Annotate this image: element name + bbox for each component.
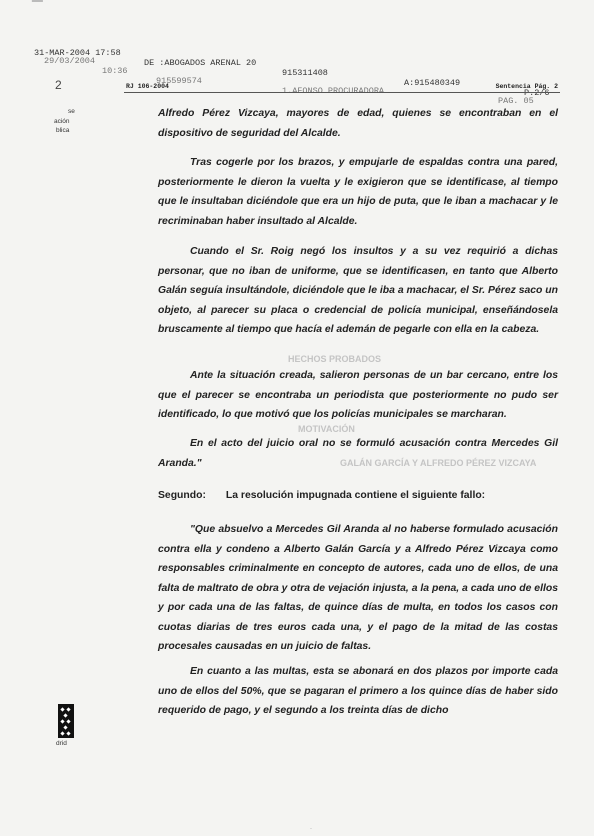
fax-page: P.2/6	[524, 88, 550, 98]
header-rule	[124, 92, 560, 93]
footer-mark: ·	[310, 826, 312, 832]
paragraph-3	[158, 242, 558, 340]
bleed-through-1: HECHOS PROBADOS	[288, 354, 382, 364]
margin-text-3: blica	[56, 127, 70, 134]
madrid-star-logo	[58, 704, 74, 738]
paragraph-5	[158, 434, 558, 473]
case-reference: RJ 106-2004	[126, 83, 169, 90]
page-label: Sentencia Pág. 2	[495, 83, 558, 90]
paragraph-4-text: Ante la situación creada, salieron personas de un bar cercano, entre los que el parecer se encontraba un periodista que posteriormente no pudo ser identificado, lo que motivó que los policías municipales se marcharan.	[158, 370, 558, 420]
fax2-page: PAG. 05	[498, 96, 534, 106]
paragraph-5-text: En el acto del juicio oral no se formuló acusación contra Mercedes Gil Aranda."	[158, 438, 558, 469]
paragraph-6-text: "Que absuelvo a Mercedes Gil Aranda al no haberse formulado acusación contra ella y condeno a Alberto Galán García y a Alfredo Pérez Vizcaya como responsables criminalmente en concepto de autores, cada uno de ellos, de una falta de maltrato de obra y otra de vejación injusta, a la pena, a cada uno de ellos y por cada una de las faltas, de quince días de multa, en todos los casos con cuotas diarias de tres euros cada una, y el pago de la mitad de las costas procesales causadas en un juicio de faltas.	[158, 524, 558, 652]
paragraph-2-text: Tras cogerle por los brazos, y empujarle de espaldas contra una pared, posteriormente le dieron la vuelta y le exigieron que se identificase, al tiempo que le insultaban diciéndole que era un hijo de puta, que le iban a machacar y le recriminaban haber insultado al Alcalde.	[158, 157, 558, 227]
section-segundo	[158, 486, 558, 506]
paragraph-7	[158, 662, 558, 721]
margin-text-madrid: drid	[56, 740, 67, 747]
paragraph-2	[158, 153, 558, 231]
paragraph-3-text: Cuando el Sr. Roig negó los insultos y a su vez requirió a dichas personar, que no iban de uniforme, que se identificasen, en tanto que Alberto Galán seguía insultándole, diciéndole que le iba a machacar, el Sr. Pérez saco un objeto, al parecer su placa o credencial de policía municipal, enseñándosela bruscamente al tiempo que hacía el ademán de pegarle con ella en la cabeza.	[158, 246, 558, 335]
paragraph-7-text: En cuanto a las multas, esta se abonará en dos plazos por importe cada uno de ellos del 50%, que se pagaran el primero a los quince días de haber sido requerido de pago, y el segundo a los treinta días de dicho	[158, 666, 558, 716]
margin-text-1: se	[68, 108, 75, 115]
margin-mark: 2	[55, 78, 62, 92]
paragraph-1-text: Alfredo Pérez Vizcaya, mayores de edad, quienes se encontraban en el dispositivo de seguridad del Alcalde.	[158, 108, 558, 139]
fax2-time: 10:36	[102, 66, 128, 76]
fax-date: 31-MAR-2004 17:58	[34, 48, 121, 58]
fax2-phone: 915599574	[156, 76, 202, 86]
margin-text-2: ación	[54, 118, 70, 125]
corner-mark: ▔	[32, 0, 43, 16]
section-label: Segundo:	[158, 490, 206, 501]
fax-phone: 915311408	[282, 68, 328, 78]
paragraph-4	[158, 366, 558, 425]
bleed-through-3: GALÁN GARCÍA Y ALFREDO PÉREZ VIZCAYA	[340, 458, 537, 468]
paragraph-6	[158, 520, 558, 657]
fax2-from: 1.AFONSO PROCURADORA	[282, 86, 385, 96]
paragraph-1	[158, 104, 558, 143]
fax-from: DE :ABOGADOS ARENAL 20	[144, 58, 257, 68]
fax-to: A:915480349	[404, 78, 461, 88]
fax2-date: 29/03/2004	[44, 56, 96, 66]
bleed-through-2: MOTIVACIÓN	[298, 424, 355, 434]
section-lead: La resolución impugnada contiene el siguiente fallo:	[225, 490, 486, 501]
